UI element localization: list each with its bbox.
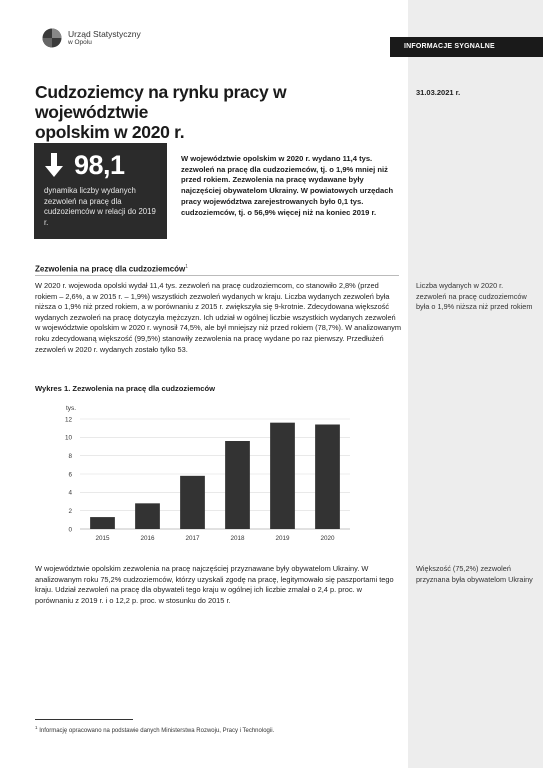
kpi-value: 98,1 [74, 150, 125, 180]
x-tick-label: 2020 [320, 535, 335, 542]
x-tick-label: 2018 [230, 535, 245, 542]
y-tick-label: 4 [68, 489, 72, 497]
side-note-1: Liczba wydanych w 2020 r. zezwoleń na pracę cudzoziemców była o 1,9% niższa niż przed rokiem [416, 281, 533, 311]
y-tick-label: 0 [68, 526, 72, 534]
x-tick-label: 2017 [185, 535, 200, 542]
arrow-down-icon [43, 152, 65, 178]
bar-2019 [270, 423, 295, 529]
page-title [35, 82, 375, 142]
side-panel [408, 0, 543, 768]
y-tick-label: 12 [64, 416, 72, 424]
section-divider [35, 275, 399, 276]
x-tick-label: 2019 [275, 535, 290, 542]
logo-icon [42, 28, 62, 48]
bar-2020 [315, 425, 340, 530]
section-heading-text: Zezwolenia na pracę dla cudzoziemców [35, 264, 186, 274]
category-badge: INFORMACJE SYGNALNE [390, 37, 543, 57]
publication-date: 31.03.2021 r. [416, 88, 461, 97]
y-axis-unit-label: tys. [66, 405, 77, 412]
bar-2018 [225, 441, 250, 529]
title-line2: opolskim w 2020 r. [35, 122, 185, 142]
logo-line2: w Opolu [68, 39, 92, 46]
body-paragraph-1: W 2020 r. wojewoda opolski wydał 11,4 tys. zezwoleń na pracę cudzoziemcom, co stanowiło 2,8% (przed rokiem – 2,6%, a w 2015 r. – 1,9%) wszystkich zezwoleń wydanych w kraju. Liczba wydanych zezwoleń była niższa o 1,9% niż przed rokiem, a w porównaniu z 2015 r. zwiększyła się 9-krotnie. Zdecydowana większość wydanych zezwoleń na pracę dotyczyła mężczyzn. Ich udział w ogólnej liczbie wszystkich wydanych zezwoleń w województwie opolskim w 2020 r. wynosił 74,5%, ale był mniejszy niż przed rokiem (78,7%). W analizowanym roku zdecydowaną większość (99,5%) stanowiły zezwolenia na pracę wydane po raz pierwszy. Przedłużeń zezwoleń w 2020 r. wydanych zostało tylko 53. [35, 281, 401, 354]
footnote [35, 725, 274, 734]
footnote-text: Informację opracowano na podstawie danych Ministerstwa Rozwoju, Pracy i Technologii. [39, 728, 275, 734]
kpi-description: dynamika liczby wydanych zezwoleń na pracę dla cudzoziemców w relacji do 2019 r. [44, 186, 156, 227]
bar-2017 [180, 476, 205, 529]
lead-paragraph: W województwie opolskim w 2020 r. wydano 11,4 tys. zezwoleń na pracę dla cudzoziemców, tj. o 1,9% mniej niż przed rokiem. Zezwolenia na pracę wydawane były najczęściej obywatelom Ukrainy. W powiatowych urzędach pracy województwa zarejestrowanych było 0,1 tys. cudzoziemców, tj. o 56,9% więcej niż na koniec 2019 r. [181, 154, 394, 217]
logo-line1: Urząd Statystyczny [68, 29, 141, 39]
y-tick-label: 2 [68, 507, 72, 515]
footnote-mark: 1 [35, 725, 38, 730]
bar-2015 [90, 517, 115, 529]
footnote-ref: 1 [185, 264, 189, 270]
y-tick-label: 8 [68, 452, 72, 460]
y-tick-label: 6 [68, 471, 72, 479]
section-heading [35, 264, 188, 274]
x-tick-label: 2015 [95, 535, 110, 542]
bar-2016 [135, 503, 160, 529]
footnote-divider [35, 719, 133, 720]
chart-title: Wykres 1. Zezwolenia na pracę dla cudzoziemców [35, 384, 216, 393]
x-tick-label: 2016 [140, 535, 155, 542]
bar-chart [40, 397, 360, 552]
side-note-2: Większość (75,2%) zezwoleń przyznana była obywatelom Ukrainy [416, 564, 533, 584]
logo [42, 28, 141, 48]
title-line1: Cudzoziemcy na rynku pracy w województwie [35, 82, 287, 122]
body-paragraph-2: W województwie opolskim zezwolenia na pracę najczęściej przyznawane były obywatelom Ukrainy. W analizowanym roku 75,2% cudzoziemców, którzy uzyskali zgodę na pracę, legitymowało się paszportami tego kraju. Udział zezwoleń na pracę dla obywateli tego kraju w ogólnej ich liczbie zmalał o 2,4 p. proc. w porównaniu z 2019 r. i o 12,2 p. proc. w stosunku do 2015 r. [35, 564, 394, 605]
kpi-box [34, 143, 167, 239]
y-tick-label: 10 [64, 434, 72, 442]
